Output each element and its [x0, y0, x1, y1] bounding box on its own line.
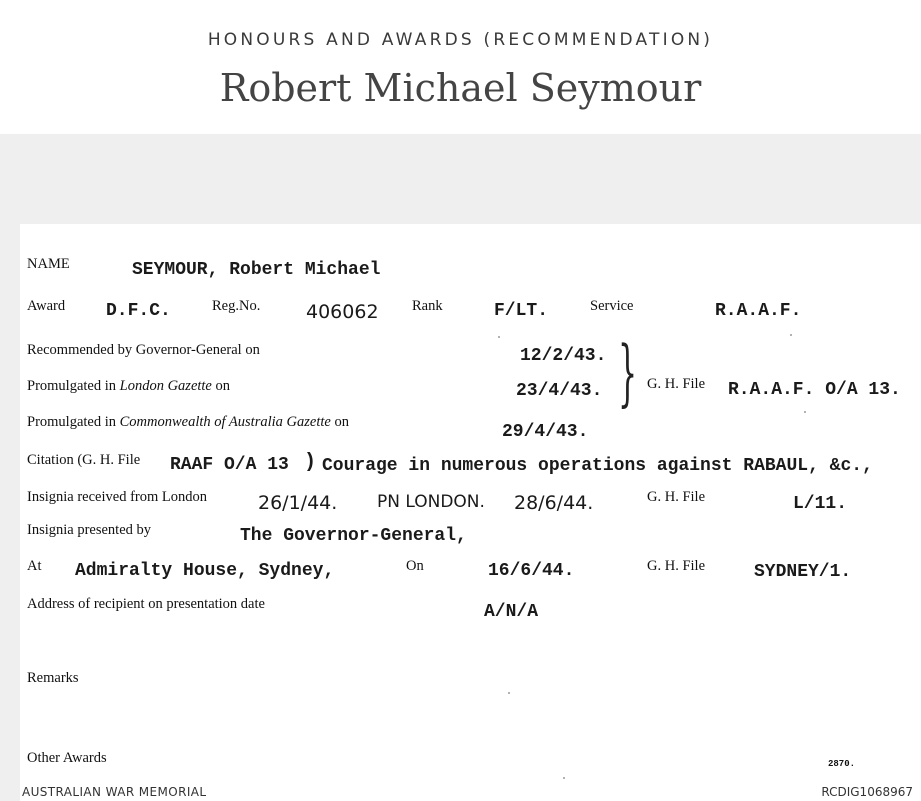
cwlth-gazette-label: Promulgated in Commonwealth of Australia Gazette on — [27, 414, 349, 430]
remarks-label: Remarks — [27, 670, 79, 686]
address-value: A/N/A — [484, 602, 539, 622]
insignia-received-ref: PN LONDON. — [377, 492, 485, 512]
on-date: 16/6/44. — [488, 561, 575, 581]
award-value: D.F.C. — [106, 301, 171, 321]
scan-speck — [498, 336, 500, 338]
presented-by-value: The Governor-General, — [240, 526, 467, 546]
insignia-received-date2: 28/6/44. — [514, 492, 594, 514]
corner-number: 2870. — [828, 759, 856, 769]
service-value: R.A.A.F. — [715, 301, 802, 321]
gh-file-value: R.A.A.F. O/A 13. — [728, 380, 901, 400]
footer-image-id: RCDIG1068967 — [821, 785, 913, 799]
scan-speck — [508, 692, 510, 694]
insignia-received-label: Insignia received from London — [27, 489, 207, 505]
citation-label: Citation (G. H. File — [27, 452, 141, 468]
citation-file: RAAF O/A 13 — [170, 455, 289, 475]
page-title: Robert Michael Seymour — [219, 66, 702, 110]
grouping-brace: } — [618, 332, 638, 416]
award-label: Award — [27, 298, 66, 314]
london-gazette-label: Promulgated in London Gazette on — [27, 378, 230, 394]
gh-file-label: G. H. File — [647, 376, 705, 392]
scan-speck — [563, 777, 565, 779]
page-header — [0, 0, 921, 134]
regno-value: 406062 — [306, 301, 379, 323]
insignia-gh-value: L/11. — [793, 494, 848, 514]
record-type-heading: HONOURS AND AWARDS (RECOMMENDATION) — [207, 30, 714, 50]
rank-value: F/LT. — [494, 301, 549, 321]
other-awards-label: Other Awards — [27, 750, 107, 766]
at-gh-value: SYDNEY/1. — [754, 562, 852, 582]
presented-by-label: Insignia presented by — [27, 522, 152, 538]
footer-credit: AUSTRALIAN WAR MEMORIAL — [22, 785, 207, 799]
address-label: Address of recipient on presentation date — [27, 596, 265, 612]
insignia-gh-label: G. H. File — [647, 489, 705, 505]
at-label: At — [27, 558, 42, 574]
citation-paren: ) — [304, 451, 317, 474]
citation-text: Courage in numerous operations against RABAUL, &c., — [322, 456, 873, 476]
on-label: On — [406, 558, 424, 574]
recommended-label: Recommended by Governor-General on — [27, 342, 260, 358]
cwlth-gazette-date: 29/4/43. — [502, 422, 589, 442]
regno-label: Reg.No. — [212, 298, 261, 314]
record-card[interactable] — [20, 224, 921, 801]
scan-speck — [804, 411, 806, 413]
name-label: NAME — [27, 256, 70, 272]
scan-speck — [790, 334, 792, 336]
rank-label: Rank — [412, 298, 443, 314]
recommended-date: 12/2/43. — [520, 346, 607, 366]
service-label: Service — [590, 298, 634, 314]
at-gh-label: G. H. File — [647, 558, 705, 574]
insignia-received-date: 26/1/44. — [258, 492, 338, 514]
name-value: SEYMOUR, Robert Michael — [132, 260, 381, 280]
at-value: Admiralty House, Sydney, — [75, 561, 335, 581]
london-gazette-date: 23/4/43. — [516, 381, 603, 401]
